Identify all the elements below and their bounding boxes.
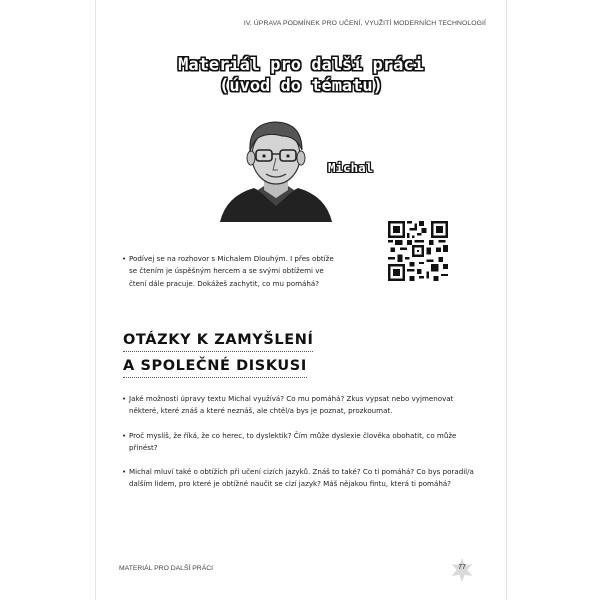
book-page: [96, 0, 506, 600]
list-item: [122, 253, 338, 290]
section-heading: OTÁZKY K ZAMYŠLENÍ: [123, 332, 313, 352]
question-text: Jaké možnosti úpravy textu Michal využívá? Co mu pomáhá? Zkus vypsat nebo vyjmenovat některé, které znáš a které neznáš, ale chtěl/a bys je poznat, prozkoumat.: [129, 394, 454, 416]
bullet-icon: •: [122, 254, 127, 263]
intro-text: Podívej se na rozhovor s Michalem Dlouhým. I přes obtíže se čtením je úspěšným hercem a se svými obtížemi ve čtení dále pracuje. Dokážeš zachytit, co mu pomáhá?: [129, 254, 334, 288]
question-text: Michal mluví také o obtížích při učení cizích jazyků. Znáš to také? Co ti pomáhá? Co bys poradil/a dalším lidem, pro které je obtížné naučit se cizí jazyk? Máš nějakou fintu, která ti pomáhá?: [129, 467, 474, 489]
page-subtitle: (úvod do tématu): [219, 76, 383, 96]
intro-paragraph: [122, 253, 338, 290]
question-item: [122, 393, 478, 418]
section-heading-continued: A SPOLEČNÉ DISKUSI: [123, 358, 307, 378]
bullet-icon: •: [122, 394, 127, 403]
person-name-label: Michal: [328, 160, 374, 175]
running-head: IV. ÚPRAVA PODMÍNEK PRO UČENÍ, VYUŽITÍ MODERNÍCH TECHNOLOGIÍ: [243, 20, 486, 27]
footer-label: MATERIÁL PRO DALŠÍ PRÁCI: [119, 565, 214, 572]
question-list: [122, 393, 478, 503]
question-text: Proč myslíš, že říká, že co herec, to dyslektik? Čím může dyslexie člověka obohatit, co může přinést?: [129, 430, 457, 452]
page-number: 77: [458, 564, 466, 571]
bullet-icon: •: [122, 467, 127, 477]
page-title: Materiál pro další práci: [178, 55, 424, 75]
qr-code[interactable]: [388, 221, 448, 281]
bullet-icon: •: [122, 430, 127, 440]
question-item: [122, 430, 478, 455]
question-item: [122, 466, 478, 491]
portrait-illustration: [216, 110, 336, 222]
